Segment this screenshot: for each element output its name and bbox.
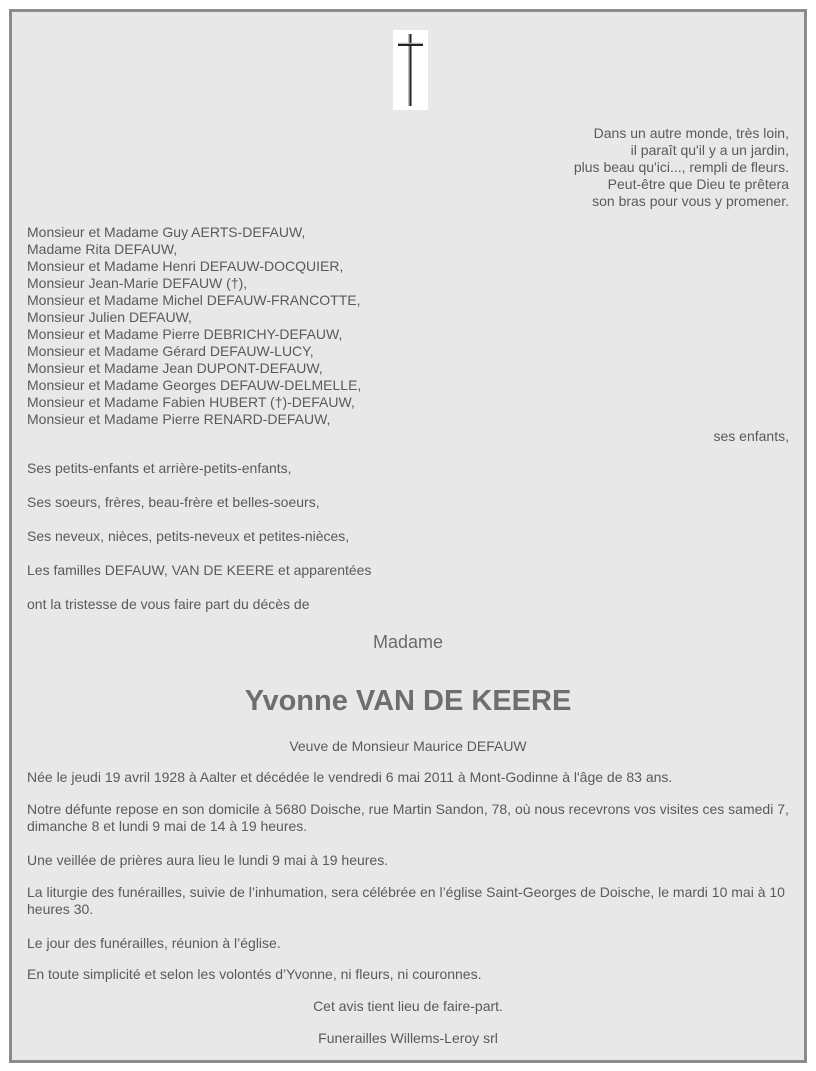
siblings-line: Ses soeurs, frères, beau-frère et belles-soeurs,	[27, 494, 320, 510]
child-line: Monsieur et Madame Jean DUPONT-DEFAUW,	[27, 360, 323, 376]
meeting-line: Le jour des funérailles, réunion à l’église.	[27, 935, 281, 951]
simplicity-line: En toute simplicité et selon les volontés d’Yvonne, ni fleurs, ni couronnes.	[27, 966, 482, 982]
poem-line: il paraît qu'il y a un jardin,	[630, 142, 789, 158]
child-line: Monsieur et Madame Fabien HUBERT (†)-DEFAUW,	[27, 394, 355, 410]
deceased-name: Yvonne VAN DE KEERE	[244, 685, 572, 717]
child-line: Madame Rita DEFAUW,	[27, 241, 178, 257]
child-line: Monsieur et Madame Henri DEFAUW-DOCQUIER,	[27, 258, 344, 274]
child-line: Monsieur et Madame Pierre DEBRICHY-DEFAUW,	[27, 326, 343, 342]
funeral-paragraph: La liturgie des funérailles, suivie de l’inhumation, sera célébrée en l’église Saint-Georges de Doische, le mardi 10 mai à 10 heures 30.	[27, 884, 785, 917]
children-tail: ses enfants,	[713, 428, 789, 444]
poem-line: Dans un autre monde, très loin,	[593, 125, 789, 141]
child-line: Monsieur Julien DEFAUW,	[27, 309, 192, 325]
widow-of-line: Veuve de Monsieur Maurice DEFAUW	[289, 738, 527, 754]
poem-line: plus beau qu'ici..., rempli de fleurs.	[573, 159, 789, 175]
child-line: Monsieur et Madame Michel DEFAUW-FRANCOTTE,	[27, 292, 361, 308]
nephews-line: Ses neveux, nièces, petits-neveux et petites-nièces,	[27, 528, 350, 544]
funeral-home: Funerailles Willems-Leroy srl	[318, 1030, 498, 1046]
announcement-line: ont la tristesse de vous faire part du décès de	[27, 596, 310, 612]
child-line: Monsieur et Madame Georges DEFAUW-DELMELLE,	[27, 377, 362, 393]
visits-paragraph: Notre défunte repose en son domicile à 5680 Doische, rue Martin Sandon, 78, où nous recevrons vos visites ces samedi 7, dimanche 8 et lundi 9 mai de 14 à 19 heures.	[27, 801, 789, 834]
child-line: Monsieur et Madame Guy AERTS-DEFAUW,	[27, 224, 306, 240]
deceased-title: Madame	[372, 632, 444, 652]
poem-line: Peut-être que Dieu te prêtera	[607, 176, 789, 192]
vigil-line: Une veillée de prières aura lieu le lundi 9 mai à 19 heures.	[27, 852, 389, 868]
birth-death-line: Née le jeudi 19 avril 1928 à Aalter et décédée le vendredi 6 mai 2011 à Mont-Godinne à l'âge de 83 ans.	[27, 769, 673, 785]
cross-icon	[393, 30, 428, 110]
obituary-card	[9, 9, 807, 1063]
child-line: Monsieur et Madame Gérard DEFAUW-LUCY,	[27, 343, 314, 359]
child-line: Monsieur et Madame Pierre RENARD-DEFAUW,	[27, 411, 331, 427]
grandchildren-line: Ses petits-enfants et arrière-petits-enfants,	[27, 460, 292, 476]
poem-line: son bras pour vous y promener.	[592, 193, 789, 209]
families-line: Les familles DEFAUW, VAN DE KEERE et apparentées	[27, 562, 372, 578]
child-line: Monsieur Jean-Marie DEFAUW (†),	[27, 275, 248, 291]
notice-line: Cet avis tient lieu de faire-part.	[313, 998, 503, 1014]
children-list	[27, 224, 789, 445]
poem	[369, 125, 789, 210]
